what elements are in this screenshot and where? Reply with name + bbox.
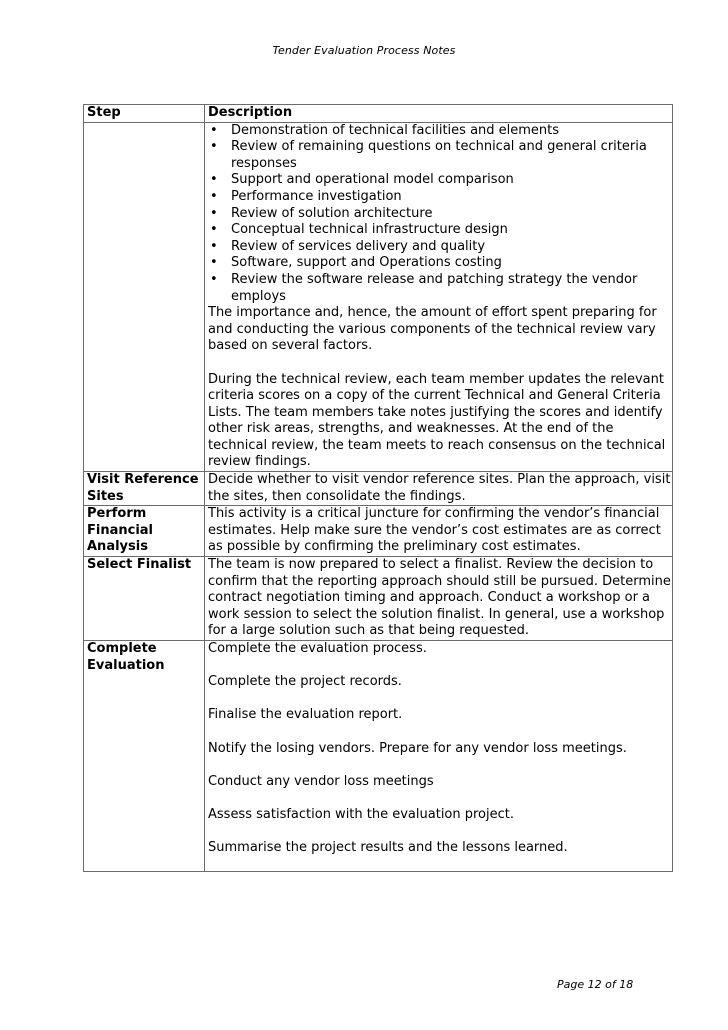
list-item-text: Conceptual technical infrastructure design xyxy=(231,222,508,238)
step-cell xyxy=(84,122,205,471)
list-item-text: Support and operational model comparison xyxy=(231,172,514,188)
bullet-icon: • xyxy=(210,172,218,188)
list-item xyxy=(208,189,672,206)
description-paragraph: Assess satisfaction with the evaluation project. xyxy=(208,806,515,822)
table-header-row xyxy=(84,105,673,123)
list-item xyxy=(208,206,672,223)
list-item-text: Review of solution architecture xyxy=(231,205,433,221)
list-item xyxy=(208,239,672,256)
bullet-icon: • xyxy=(210,255,218,271)
table-row xyxy=(84,641,673,872)
list-item-text: Review of remaining questions on technical and general criteria responses xyxy=(231,139,647,171)
step-cell: Perform Financial Analysis xyxy=(84,506,205,557)
description-cell xyxy=(205,472,673,506)
table-row xyxy=(84,557,673,641)
description-paragraph: During the technical review, each team member updates the relevant criteria scores on a copy of the current Technical and General Criteria Lists. The team members take notes justifying the scores and identify other risk areas, strengths, and weaknesses. At the end of the technical review, the team meets to reach consensus on the technical review findings. xyxy=(208,371,666,470)
description-cell xyxy=(205,122,673,471)
table-row xyxy=(84,506,673,557)
description-cell xyxy=(205,641,673,872)
description-cell xyxy=(205,557,673,641)
description-paragraph: Finalise the evaluation report. xyxy=(208,707,403,723)
page-header: Tender Evaluation Process Notes xyxy=(272,44,456,57)
process-table xyxy=(83,104,673,872)
description-paragraph: Decide whether to visit vendor reference sites. Plan the approach, visit the sites, then consolidate the findings. xyxy=(208,472,671,504)
table-row xyxy=(84,122,673,471)
column-header-description: Description xyxy=(205,105,673,123)
step-cell: Visit Reference Sites xyxy=(84,472,205,506)
description-paragraph: This activity is a critical juncture for confirming the vendor’s financial estimates. Help make sure the vendor’s cost estimates are as correct as possible by confirming the preliminary cost estimates. xyxy=(208,506,661,555)
description-paragraph: Complete the project records. xyxy=(208,674,402,690)
description-paragraph: The importance and, hence, the amount of effort spent preparing for and conducting the various components of the technical review vary based on several factors. xyxy=(208,305,657,354)
description-paragraph: The team is now prepared to select a finalist. Review the decision to confirm that the reporting approach should still be pursued. Determine contract negotiation timing and approach. Conduct a workshop or a work session to select the solution finalist. In general, use a workshop for a large solution such as that being requested. xyxy=(208,557,671,639)
bullet-icon: • xyxy=(210,222,218,238)
column-header-step: Step xyxy=(84,105,205,123)
description-paragraph: Conduct any vendor loss meetings xyxy=(208,773,434,789)
list-item-text: Review of services delivery and quality xyxy=(231,238,486,254)
list-item xyxy=(208,139,672,172)
bullet-icon: • xyxy=(210,139,218,155)
list-item-text: Review the software release and patching strategy the vendor employs xyxy=(231,271,638,304)
description-cell xyxy=(205,506,673,557)
step-cell: Select Finalist xyxy=(84,557,205,641)
list-item xyxy=(208,255,672,272)
step-cell: Complete Evaluation xyxy=(84,641,205,872)
bullet-icon: • xyxy=(210,238,218,254)
description-paragraph: Complete the evaluation process. xyxy=(208,641,427,656)
description-paragraph: Notify the losing vendors. Prepare for any vendor loss meetings. xyxy=(208,740,627,756)
list-item-text: Software, support and Operations costing xyxy=(231,255,502,271)
page-number: Page 12 of 18 xyxy=(557,978,634,991)
bullet-icon: • xyxy=(210,122,218,138)
list-item-text: Performance investigation xyxy=(231,188,402,204)
bullet-list xyxy=(208,123,672,306)
description-paragraph: Summarise the project results and the lessons learned. xyxy=(208,840,568,856)
bullet-icon: • xyxy=(210,271,218,287)
list-item xyxy=(208,123,672,140)
table-row xyxy=(84,472,673,506)
list-item-text: Demonstration of technical facilities and elements xyxy=(231,122,560,138)
list-item xyxy=(208,172,672,189)
list-item xyxy=(208,222,672,239)
bullet-icon: • xyxy=(210,188,218,204)
list-item xyxy=(208,272,672,305)
bullet-icon: • xyxy=(210,205,218,221)
